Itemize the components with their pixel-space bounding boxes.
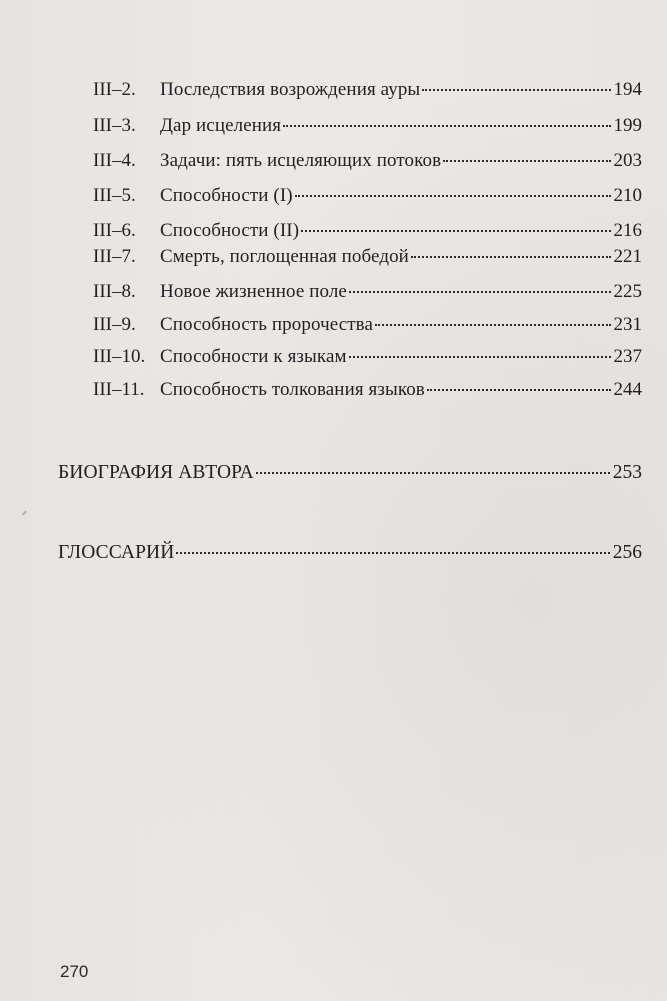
entry-title: Способности (I) <box>160 185 293 206</box>
entry-number: III–4. <box>93 150 136 171</box>
entry-page: 237 <box>613 346 642 367</box>
entry-title: Дар исцеления <box>160 115 282 136</box>
entry-page: 216 <box>613 220 642 241</box>
entry-title: Смерть, поглощенная победой <box>160 246 409 267</box>
section-page: 256 <box>612 542 642 563</box>
entry-number: III–8. <box>93 281 136 302</box>
dot-leader <box>375 324 610 326</box>
dot-leader <box>427 389 611 391</box>
entry-page: 203 <box>613 150 642 171</box>
entry-number: III–11. <box>93 379 145 400</box>
section-title: БИОГРАФИЯ АВТОРА <box>58 462 254 483</box>
dot-leader <box>411 256 611 258</box>
toc-entry <box>93 313 642 337</box>
entry-title: Последствия возрождения ауры <box>160 79 421 100</box>
entry-number: III–6. <box>93 220 136 241</box>
dot-leader <box>176 552 609 554</box>
toc-entry <box>93 184 642 208</box>
entry-title: Задачи: пять исцеляющих потоков <box>160 150 442 171</box>
entry-page: 231 <box>613 314 642 335</box>
section-title: ГЛОССАРИЙ <box>58 542 175 563</box>
dot-leader <box>349 356 611 358</box>
toc-entry <box>93 245 642 269</box>
toc-entry <box>93 114 642 138</box>
margin-mark <box>22 511 27 516</box>
dot-leader <box>283 125 610 127</box>
entry-title: Способность толкования языков <box>160 379 425 400</box>
toc-entry <box>93 219 642 243</box>
dot-leader <box>301 230 610 232</box>
toc-section-entry <box>58 541 642 565</box>
entry-page: 221 <box>613 246 642 267</box>
entry-page: 199 <box>613 115 642 136</box>
entry-number: III–10. <box>93 346 146 367</box>
dot-leader <box>256 472 610 474</box>
toc-entry <box>93 78 642 102</box>
toc-entry <box>93 345 642 369</box>
entry-number: III–9. <box>93 314 136 335</box>
page-number: 270 <box>60 962 89 981</box>
toc-section-entry <box>58 461 642 485</box>
entry-page: 225 <box>613 281 642 302</box>
entry-page: 194 <box>613 79 642 100</box>
toc-entry <box>93 280 642 304</box>
dot-leader <box>295 195 611 197</box>
entry-number: III–5. <box>93 185 136 206</box>
entry-page: 210 <box>613 185 642 206</box>
entry-number: III–3. <box>93 115 136 136</box>
entry-title: Способности (II) <box>160 220 300 241</box>
entry-page: 244 <box>613 379 642 400</box>
entry-title: Способности к языкам <box>160 346 347 367</box>
entry-title: Способность пророчества <box>160 314 374 335</box>
dot-leader <box>422 89 610 91</box>
dot-leader <box>349 291 611 293</box>
toc-entry <box>93 149 642 173</box>
section-page: 253 <box>612 462 642 483</box>
entry-title: Новое жизненное поле <box>160 281 347 302</box>
entry-number: III–2. <box>93 79 136 100</box>
entry-number: III–7. <box>93 246 136 267</box>
toc-entry <box>93 378 642 402</box>
dot-leader <box>443 160 610 162</box>
